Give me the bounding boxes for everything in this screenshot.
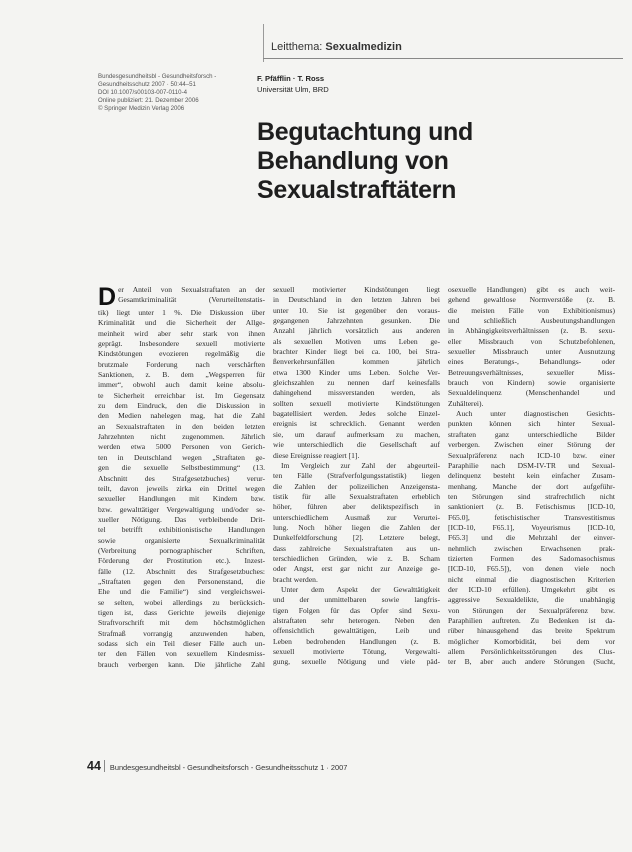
- text-line: Betreuungsverhältnisses, sexueller Miss-: [448, 367, 615, 377]
- text-line: und der unmittelbaren sowie langfris-: [273, 595, 440, 605]
- text-line: gegangenen Jahrzehnten gesunken. Die: [273, 316, 440, 326]
- text-line: ten in Deutschland wegen „Straftaten ge-: [98, 452, 265, 462]
- text-line: Förderung der Prostitution etc.). Inzest-: [98, 556, 265, 566]
- text-line: eines Beratungs-, Behandlungs- oder: [448, 357, 615, 367]
- text-line: sexueller Missbrauch unter Ausnutzung: [448, 347, 615, 357]
- footer-journal: Bundesgesundheitsbl - Gesundheitsforsch - Gesundheitsschutz 1 · 2007: [109, 763, 348, 772]
- text-line: oder Angst, erst gar nicht zur Anzeige ge-: [273, 564, 440, 574]
- meta-line: DOI 10.1007/s00103-007-0110-4: [98, 89, 187, 97]
- text-line: Straftvorschrift mit dem höchstmöglichen: [98, 618, 265, 628]
- text-line: nicht einmal die diagnostischen Kriterien: [448, 574, 615, 584]
- text-line: tizierten Formen des Sadomasochismus: [448, 553, 615, 563]
- text-line: geprägt. Insbesondere sexuell motivierte: [98, 339, 265, 349]
- text-line: Auch unter diagnostischen Gesichts-: [456, 409, 615, 419]
- text-column-2: [273, 285, 440, 668]
- text-line: die meisten Fälle von Exhibitionismus): [448, 305, 615, 315]
- text-line: „Straftaten gegen den Personenstand, die: [98, 576, 265, 586]
- text-line: osexuelle Handlungen) gibt es auch weit-: [448, 285, 615, 294]
- text-line: unterschiedlichem Ausmaß zur Verurtei-: [273, 512, 440, 522]
- meta-line: © Springer Medizin Verlag 2006: [98, 105, 185, 113]
- text-line: tigen ist, dass Gerichte jeweils diejenige: [98, 607, 265, 617]
- text-line: brachter Kinder liegt bei ca. 100, bei Stra-: [273, 347, 440, 357]
- text-line: Gesamtkriminalität (Verurteiltenstatis-: [118, 295, 265, 305]
- text-line: in Deutschland in den letzten Jahren bei: [273, 295, 440, 305]
- text-line: sollten sexuell motivierte Kindstötungen: [273, 398, 440, 408]
- text-line: sie, um darauf aufmerksam zu machen,: [273, 429, 440, 439]
- drop-cap: D: [98, 285, 117, 308]
- text-line: dass zahlreiche Sexualstraftaten aus un-: [273, 543, 440, 553]
- text-line: immer“, obwohl auch damit keine absolu-: [98, 380, 265, 390]
- text-line: tigen Folgen für das Opfer sind Sexu-: [273, 605, 440, 615]
- text-line: der ICD-10 erfüllen). Umgekehrt gibt es: [448, 584, 615, 594]
- text-line: gleichszahlen zu nennen darf keinesfalls: [273, 378, 440, 388]
- text-line: offensichtlich gewalttätigen, Leib und: [273, 626, 440, 636]
- text-line: se selten, wobei allerdings zu berücksich-: [98, 597, 265, 607]
- text-line: an Sexualstraftaten in den beiden letzten: [98, 421, 265, 431]
- text-line: verbergen. Zwischen einer Störung der: [448, 440, 615, 450]
- text-line: ter den Fällen von sexuellem Kindesmiss-: [98, 649, 265, 659]
- text-line: Zuhälterei).: [448, 398, 484, 408]
- text-line: (Verbreitung pornographischer Schriften,: [98, 545, 265, 555]
- text-line: Unter dem Aspekt der Gewalttätigkeit: [281, 584, 440, 594]
- text-line: sowie organisierte Sexualkriminalität: [98, 535, 265, 545]
- text-line: diese Ereignisse reagiert [1].: [273, 450, 360, 460]
- text-line: dahingehend missverstanden werden, als: [273, 388, 440, 398]
- text-line: werden etwa 5000 Personen von Gerich-: [98, 442, 265, 452]
- text-line: tistik für alle Sexualstraftaten erheblich: [273, 491, 440, 501]
- text-line: ereignis ist schrecklich. Genannt werden: [273, 419, 440, 429]
- text-line: Sanktionen, z. B. dem „Wegsperren für: [98, 370, 265, 380]
- text-line: F65.3] und die Mehrzahl der einver-: [448, 533, 615, 543]
- article-title: [257, 118, 473, 205]
- text-line: fälle (12. Abschnitt des Strafgesetzbuches:: [98, 566, 265, 576]
- text-line: höher, führen aber deliktspezifisch in: [273, 502, 440, 512]
- citation-meta: [98, 73, 263, 113]
- text-line: terschiedlichen Gründen, wie z. B. Scham: [273, 553, 440, 563]
- text-line: rüber hinausgehend das breite Spektrum: [448, 626, 615, 636]
- text-line: zu dem Eindruck, den die Diskussion in: [98, 401, 265, 411]
- text-line: meinheit wird aber sehr stark von ihnen: [98, 328, 265, 338]
- text-line: ter B, aber auch andere Störungen (Sucht,: [448, 657, 615, 667]
- text-line: Anzahl jährlich vorsätzlich aus anderen: [273, 326, 440, 336]
- text-line: Paraphilie nach DSM-IV-TR und Sexual-: [448, 460, 615, 470]
- footer-divider: [104, 760, 105, 772]
- author-affiliation: Universität Ulm, BRD: [257, 84, 329, 94]
- meta-line: Gesundheitsschutz 2007 · 50:44–51: [98, 81, 196, 89]
- text-line: Paraphilien auftreten. Zu Bedenken ist da-: [448, 616, 615, 625]
- text-line: straftaten ganz unterschiedliche Bilder: [448, 429, 615, 439]
- text-line: bzw. gewalttätiger Vergewaltigung und/oder se-: [98, 504, 265, 514]
- text-line: in Abhängigkeitsverhältnissen (z. B. sexu-: [448, 326, 615, 336]
- text-line: teilt, davon jeweils zirka ein Drittel wegen: [98, 483, 265, 493]
- text-line: Im Vergleich zur Zahl der abgeurteil-: [281, 460, 440, 470]
- page-number: 44: [87, 759, 101, 773]
- text-line: unter 10. Sie ist gegenüber den voraus-: [273, 305, 440, 315]
- text-line: brutzmale Forderung nach verschärften: [98, 359, 265, 369]
- meta-line: Online publiziert: 21. Dezember 2006: [98, 97, 199, 105]
- text-line: sexueller Handlungen mit Kindern bzw.: [98, 494, 265, 504]
- text-line: sodass sich ein Teil dieser Fälle auch un-: [98, 639, 265, 648]
- text-line: nehmlich zwischen Erwachsenen prak-: [448, 543, 615, 553]
- text-line: Dunkelfeldforschung [2]. Letztere belegt,: [273, 533, 440, 543]
- text-line: Kriminalität und die Sicherheit der Allge-: [98, 318, 265, 328]
- text-line: Sexualdelinquenz (Menschenhandel und: [448, 388, 615, 398]
- title-line: Sexualstraftätern: [257, 176, 457, 204]
- drop-cap-paragraph-start: [98, 285, 265, 308]
- section-label: [271, 41, 402, 53]
- title-line: Begutachtung und: [257, 118, 474, 146]
- text-line: brauch von Kindern) sowie organisierte: [448, 378, 615, 388]
- page-footer: [87, 759, 347, 773]
- text-column-3: [448, 285, 615, 668]
- text-line: allem Persönlichkeitsstörungen des Clus-: [448, 647, 615, 657]
- text-line: sexuell motivierte Tötung, Vergewalti-: [273, 647, 440, 657]
- text-line: möglicher Komorbidität, bei dem vor: [448, 636, 615, 646]
- text-line: Strafmaß vorrangig anzuwenden haben,: [98, 628, 265, 638]
- text-line: lung. Noch höher liegen die Zahlen der: [273, 522, 440, 532]
- text-line: Sexualpräferenz nach ICD-10 bzw. einer: [448, 450, 615, 460]
- text-line: alstraftaten sehr heterogen. Neben den: [273, 616, 440, 625]
- text-line: Abschnitt des Strafgesetzbuches) verur-: [98, 473, 265, 483]
- text-line: bagatellisiert werden. Jedes solche Einzel-: [273, 409, 440, 419]
- text-line: tik) liegt unter 1 %. Die Diskussion über: [98, 308, 265, 317]
- text-line: F65.0], fetischistischer Transvestitismus: [448, 512, 615, 522]
- section-prefix: Leitthema:: [271, 41, 326, 53]
- text-line: etwa 1300 Kinder ums Leben. Solche Ver-: [273, 367, 440, 377]
- author-block: [257, 74, 329, 95]
- text-line: punkten können sich hinter Sexual-: [448, 419, 615, 429]
- header-vertical-rule: [263, 24, 264, 62]
- text-line: er Anteil von Sexualstraftaten an der: [118, 285, 265, 294]
- text-line: tel betrifft exhibitionistische Handlungen: [98, 525, 265, 535]
- text-line: bracht werden.: [273, 574, 318, 584]
- text-line: Jahrzehnten nicht zugenommen. Jährlich: [98, 432, 265, 442]
- text-line: gen die sexuelle Selbstbestimmung“ (13.: [98, 463, 265, 473]
- text-line: den Medien nahelegen mag, hat die Zahl: [98, 411, 265, 421]
- text-line: gehend gewaltlose Normverstöße (z. B.: [448, 295, 615, 305]
- text-line: Kindstötungen evozieren regelmäßig die: [98, 349, 265, 359]
- text-line: die Zahlen der polizeilichen Anzeigensta-: [273, 481, 440, 491]
- text-line: menhang. Manche der dort aufgeführ-: [448, 481, 615, 491]
- text-line: gung, sexuelle Nötigung und viele päd-: [273, 657, 440, 667]
- text-line: aggressive Sexualdelikte, die unabhängig: [448, 595, 615, 605]
- text-line: Leben bedrohenden Handlungen (z. B.: [273, 636, 440, 646]
- text-line: ten Fälle (Strafverfolgungsstatistik) liegen: [273, 471, 440, 481]
- text-line: Ehe und die Familie“) sind vergleichswei-: [98, 587, 265, 597]
- text-line: [ICD-10, F65.5]), von denen viele noch: [448, 564, 615, 574]
- text-line: sanktioniert (z. B. Fetischismus [ICD-10,: [448, 502, 615, 512]
- text-line: eller Missbrauch von Schutzbefohlenen,: [448, 336, 615, 346]
- text-line: wie unterschiedlich die Gesellschaft auf: [273, 440, 440, 450]
- text-line: von Störungen der Sexualpräferenz bzw.: [448, 605, 615, 615]
- text-line: delinquenz besteht kein einfacher Zusam-: [448, 471, 615, 481]
- text-line: [ICD-10, F65.1], Voyeurismus [ICD-10,: [448, 522, 615, 532]
- text-line: brauch verbergen kann. Die jährliche Zahl: [98, 659, 265, 669]
- text-line: und schließlich Ausbeutungshandlungen: [448, 316, 615, 326]
- text-column-1: [98, 285, 265, 670]
- section-topic: Sexualmedizin: [325, 41, 402, 53]
- header-rule: [263, 58, 623, 59]
- author-names: F. Pfäfflin · T. Ross: [257, 74, 325, 83]
- text-line: als sexuellen Motiven ums Leben ge-: [273, 336, 440, 346]
- title-line: Behandlung von: [257, 147, 449, 175]
- text-line: sexuell motivierter Kindstötungen liegt: [273, 285, 440, 294]
- text-line: ßenverkehrsunfällen kommen jährlich: [273, 357, 440, 367]
- text-line: xueller Nötigung. Das verbleibende Drit-: [98, 514, 265, 524]
- text-line: ten Störungen sind strafrechtlich nicht: [448, 491, 615, 501]
- text-line: te Sicherheit erreichbar ist. Im Gegensatz: [98, 390, 265, 400]
- meta-line: Bundesgesundheitsbl - Gesundheitsforsch -: [98, 73, 217, 80]
